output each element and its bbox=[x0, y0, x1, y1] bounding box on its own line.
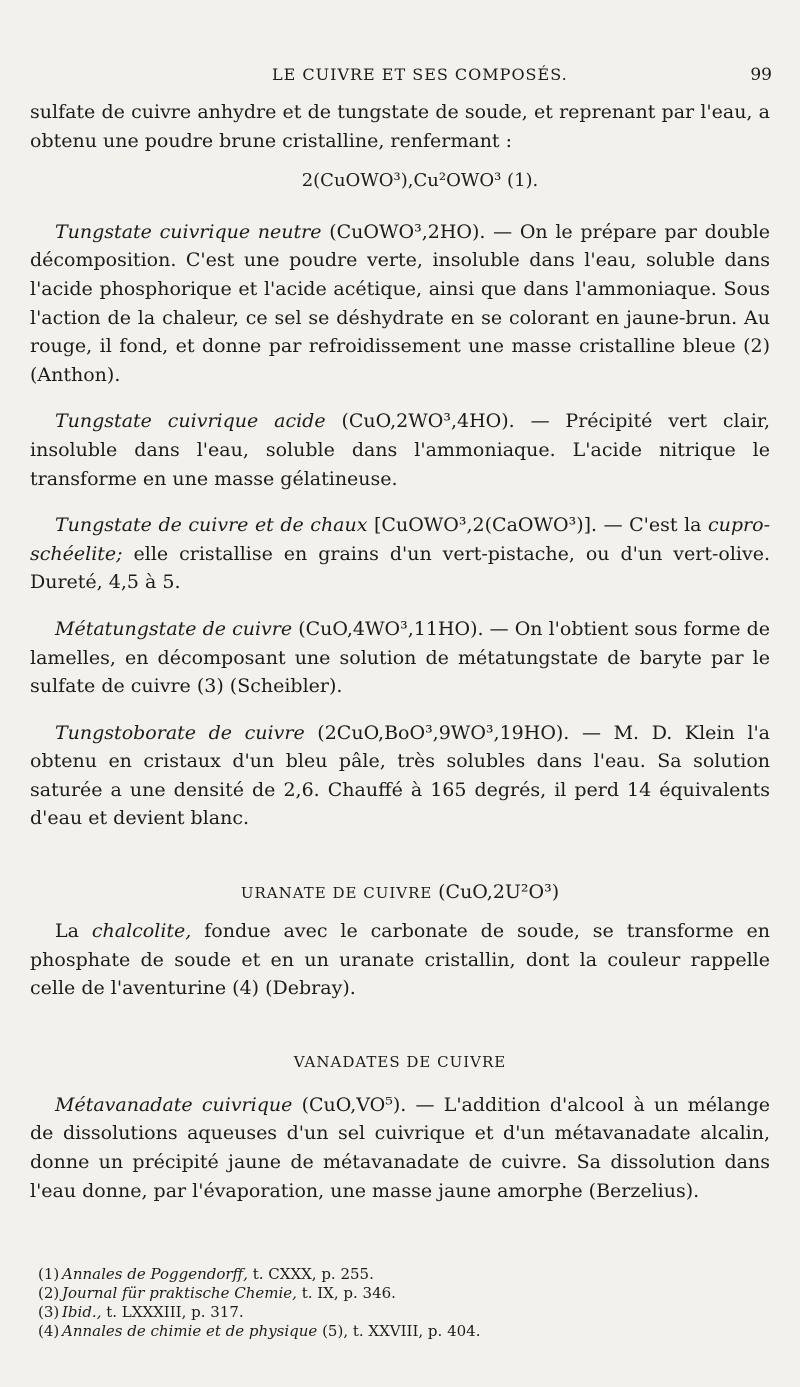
entry-title: Métatungstate de cuivre bbox=[55, 617, 293, 640]
entry-text: elle cristallise en grains d'un vert-pistache, ou d'un vert-olive. Dureté, 4,5 à 5. bbox=[30, 542, 770, 594]
paragraph-tungstate-neutre bbox=[30, 218, 770, 390]
heading-text: URANATE DE CUIVRE bbox=[240, 884, 433, 903]
text-lead: La bbox=[55, 920, 92, 943]
footnote-ref: t. CXXX, p. 255. bbox=[247, 1265, 374, 1283]
paragraph-uranate bbox=[30, 917, 770, 1003]
footnote bbox=[38, 1303, 758, 1322]
page-body bbox=[30, 98, 770, 1205]
footnotes bbox=[38, 1265, 758, 1341]
entry-title: Tungstate de cuivre et de chaux bbox=[55, 514, 368, 537]
paragraph-tungstoborate bbox=[30, 719, 770, 833]
page-header bbox=[0, 60, 800, 90]
entry-text: (CuO,2WO³,4HO). — Précipité vert clair, insoluble dans l'eau, soluble dans l'ammoniaque. L'acide nitrique le transforme en une masse gélatineuse. bbox=[30, 410, 770, 490]
paragraph-metatungstate bbox=[30, 615, 770, 701]
footnote-ref: t. LXXXIII, p. 317. bbox=[101, 1303, 244, 1321]
entry-text: (2CuO,BoO³,9WO³,19HO). — M. D. Klein l'a obtenu en cristaux d'un bleu pâle, très solubles dans l'eau. Sa solution saturée a une densité de 2,6. Chauffé à 165 degrés, il perd 14 équivalents d'eau et devient blanc. bbox=[30, 721, 770, 830]
footnote-source: Annales de chimie et de physique bbox=[62, 1322, 318, 1340]
paragraph-tungstate-chaux bbox=[30, 511, 770, 597]
paragraph-continuation: sulfate de cuivre anhydre et de tungstate de soude, et reprenant par l'eau, a obtenu une poudre brune cristalline, renfermant : bbox=[30, 101, 770, 152]
heading-formula: (CuO,2U²O³) bbox=[438, 881, 560, 904]
footnote-source: Annales de Poggendorff, bbox=[62, 1265, 248, 1283]
footnote-mark: (3) bbox=[38, 1303, 60, 1321]
footnote-source: Ibid., bbox=[62, 1303, 102, 1321]
entry-text: (CuO,4WO³,11HO). — On l'obtient sous forme de lamelles, en décomposant une solution de métatungstate de baryte par le sulfate de cuivre (3) (Scheibler). bbox=[30, 617, 770, 698]
entry-text: (CuO,VO⁵). — L'addition d'alcool à un mélange de dissolutions aqueuses d'un sel cuivrique et d'un métavanadate alcalin, donne un précipité jaune de métavanadate de cuivre. Sa dissolution dans l'eau donne, par l'évaporation, une masse jaune amorphe (Berzelius). bbox=[30, 1093, 770, 1202]
page-number: 99 bbox=[750, 65, 772, 85]
footnote-source: Journal für praktische Chemie, bbox=[62, 1284, 297, 1302]
entry-title: Tungstate cuivrique neutre bbox=[55, 220, 322, 243]
paragraph-metavanadate bbox=[30, 1091, 770, 1205]
entry-title: Tungstate cuivrique acide bbox=[55, 410, 326, 433]
mineral-name: cupro-schéelite; bbox=[30, 514, 770, 565]
footnote-mark: (1) bbox=[38, 1265, 60, 1283]
footnote-mark: (4) bbox=[38, 1322, 60, 1340]
footnote bbox=[38, 1284, 758, 1303]
paragraph-tungstate-acide bbox=[30, 407, 770, 493]
entry-text: fondue avec le carbonate de soude, se transforme en phosphate de soude et en un uranate cristallin, dont la couleur rappelle celle de l'aventurine (4) (Debray). bbox=[30, 920, 770, 1000]
entry-text: (CuOWO³,2HO). — On le prépare par double décomposition. C'est une poudre verte, insoluble dans l'eau, soluble dans l'acide phosphorique et l'acide acétique, ainsi que dans l'ammoniaque. Sous l'action de la chaleur, ce sel se déshydrate en se colorant en jaune-brun. Au rouge, il fond, et donne par refroidissement une masse cristalline bleue (2) (Anthon). bbox=[30, 220, 771, 386]
running-title: LE CUIVRE ET SES COMPOSÉS. bbox=[272, 65, 568, 84]
footnote-ref: (5), t. XXVIII, p. 404. bbox=[317, 1322, 481, 1340]
footnote-ref: t. IX, p. 346. bbox=[296, 1284, 396, 1302]
footnote bbox=[38, 1265, 758, 1284]
mineral-name: chalcolite, bbox=[91, 920, 192, 943]
footnote-mark: (2) bbox=[38, 1284, 60, 1302]
section-heading-vanadates: VANADATES DE CUIVRE bbox=[293, 1052, 507, 1071]
chemical-formula: 2(CuOWO³),Cu²OWO³ (1). bbox=[301, 170, 539, 192]
entry-title: Tungstoborate de cuivre bbox=[55, 721, 305, 744]
entry-title: Métavanadate cuivrique bbox=[55, 1093, 293, 1116]
entry-formula: [CuOWO³,2(CaOWO³)]. — C'est la bbox=[367, 514, 709, 537]
section-heading-uranate bbox=[30, 881, 770, 903]
footnote bbox=[38, 1322, 758, 1341]
